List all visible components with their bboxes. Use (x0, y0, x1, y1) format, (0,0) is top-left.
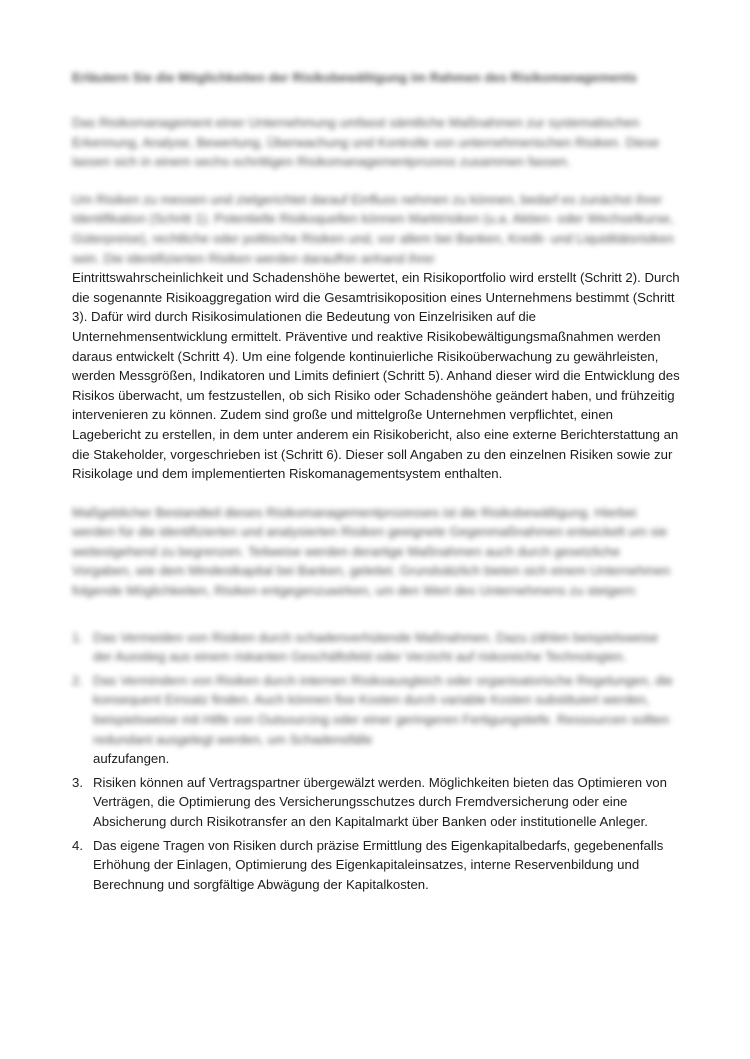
process-paragraph (72, 190, 680, 484)
process-paragraph-clear: Eintrittswahrscheinlichkeit und Schadenshöhe bewertet, ein Risikoportfolio wird erstellt (Schritt 2). Durch die sogenannte Risikoaggregation wird die Gesamtrisikoposition eines Unternehmens bestimmt (Schritt 3). Dafür wird durch Risikosimulationen die Bedeutung von Einzelrisiken auf die Unternehmensentwicklung ermittelt. Präventive und reaktive Risikobewältigungsmaßnahmen werden daraus entwickelt (Schritt 4). Um eine folgende kontinuierliche Risikoüberwachung zu gewährleisten, werden Messgrößen, Indikatoren und Limits definiert (Schritt 5). Anhand dieser wird die Entwicklung des Risikos überwacht, um festzustellen, ob sich Risiko oder Schadenshöhe geändert haben, und frühzeitig intervenieren zu können. Zudem sind große und mittelgroße Unternehmen verpflichtet, einen Lagebericht zu erstellen, in dem unter anderem ein Risikobericht, also eine externe Berichterstattung an die Stakeholder, vorgeschrieben ist (Schritt 6). Dieser soll Angaben zu den einzelnen Risiken sowie zur Risikolage und dem implementierten Riskomanagementsystem enthalten. (72, 270, 680, 482)
list-item-clear-text: Das eigene Tragen von Risiken durch präzise Ermittlung des Eigenkapitalbedarfs, gegebenenfalls Erhöhung der Einlagen, Optimierung des Eigenkapitaleinsatzes, interne Reservenbildung und Berechnung und sorgfältige Abwägung der Kapitalkosten. (93, 837, 664, 892)
list-item (72, 628, 680, 667)
list-item-number: 3. (72, 774, 83, 790)
list-item-blurred-text: Das Vermeiden von Risiken durch schadenverhütende Maßnahmen. Dazu zählen beispielsweise der Ausstieg aus einem riskanten Geschäftsfeld oder Verzicht auf riskoreiche Technologien. (93, 629, 659, 665)
list-item (72, 836, 680, 895)
list-item-number: 4. (72, 837, 83, 853)
intro-paragraph: Das Risikomanagement einer Unternehmung umfasst sämtliche Maßnahmen zur systematischen Erkennung, Analyse, Bewertung, Überwachung und Kontrolle von unternehmerischen Risiken. Diese lassen sich in einem sechs-schrittigen Risikomanagementprozess zusammen fassen. (72, 115, 660, 170)
list-item (72, 773, 680, 832)
list-item-blurred-text: Das Vermindern von Risiken durch internen Risikoausgleich oder organisatorische Regelungen, die konsequent Einsatz finden. Auch können fixe Kosten durch variable Kosten substituiert werden, beispielsweise mit Hilfe von Outsourcing oder einer geringeren Fertigungstiefe. Ressourcen sollten redundant ausgelegt werden, um Schadensfälle (93, 672, 673, 747)
process-paragraph-blurred: Um Risiken zu messen und zielgerichtet darauf Einfluss nehmen zu können, bedarf es zunächst ihrer Identifikation (Schritt 1). Potentielle Risikoquellen können Marktrisiken (u.a. Aktien- oder Wechselkurse, Güterpreise), rechtliche oder politische Risiken und, vor allem bei Banken, Kredit- und Liquiditätsrisiken sein. Die identifizierten Risiken werden daraufhin anhand ihrer (72, 191, 674, 266)
risk-handling-paragraph: Maßgeblicher Bestandteil dieses Risikomanagementprozesses ist die Risikobewältigung. Hierbei werden für die identifizierten und analysierten Risiken geeignete Gegenmaßnahmen entwickelt um sie weitestgehend zu begrenzen. Teilweise werden derartige Maßnahmen auch durch gesetzliche Vorgaben, wie dem Mindestkapital bei Banken, geleitet. Grundsätzlich bieten sich einem Unternehmen folgende Möglichkeiten, Risiken entgegenzuwirken, um den Wert des Unternehmens zu steigern: (72, 504, 671, 599)
list-item-number: 1. (72, 629, 83, 645)
list-item-number: 2. (72, 672, 83, 688)
list-item-clear-text: aufzufangen. (93, 751, 170, 767)
options-list (72, 628, 680, 895)
list-item (72, 671, 680, 769)
list-item-clear-text: Risiken können auf Vertragspartner übergewälzt werden. Möglichkeiten bieten das Optimieren von Verträgen, die Optimierung des Versicherungsschutzes durch Fremdversicherung oder eine Absicherung durch Risikotransfer an den Kapitalmarkt über Banken oder institutionelle Anleger. (93, 774, 667, 829)
document-title: Erläutern Sie die Möglichkeiten der Risikobewältigung im Rahmen des Risikomanagements (72, 70, 637, 85)
